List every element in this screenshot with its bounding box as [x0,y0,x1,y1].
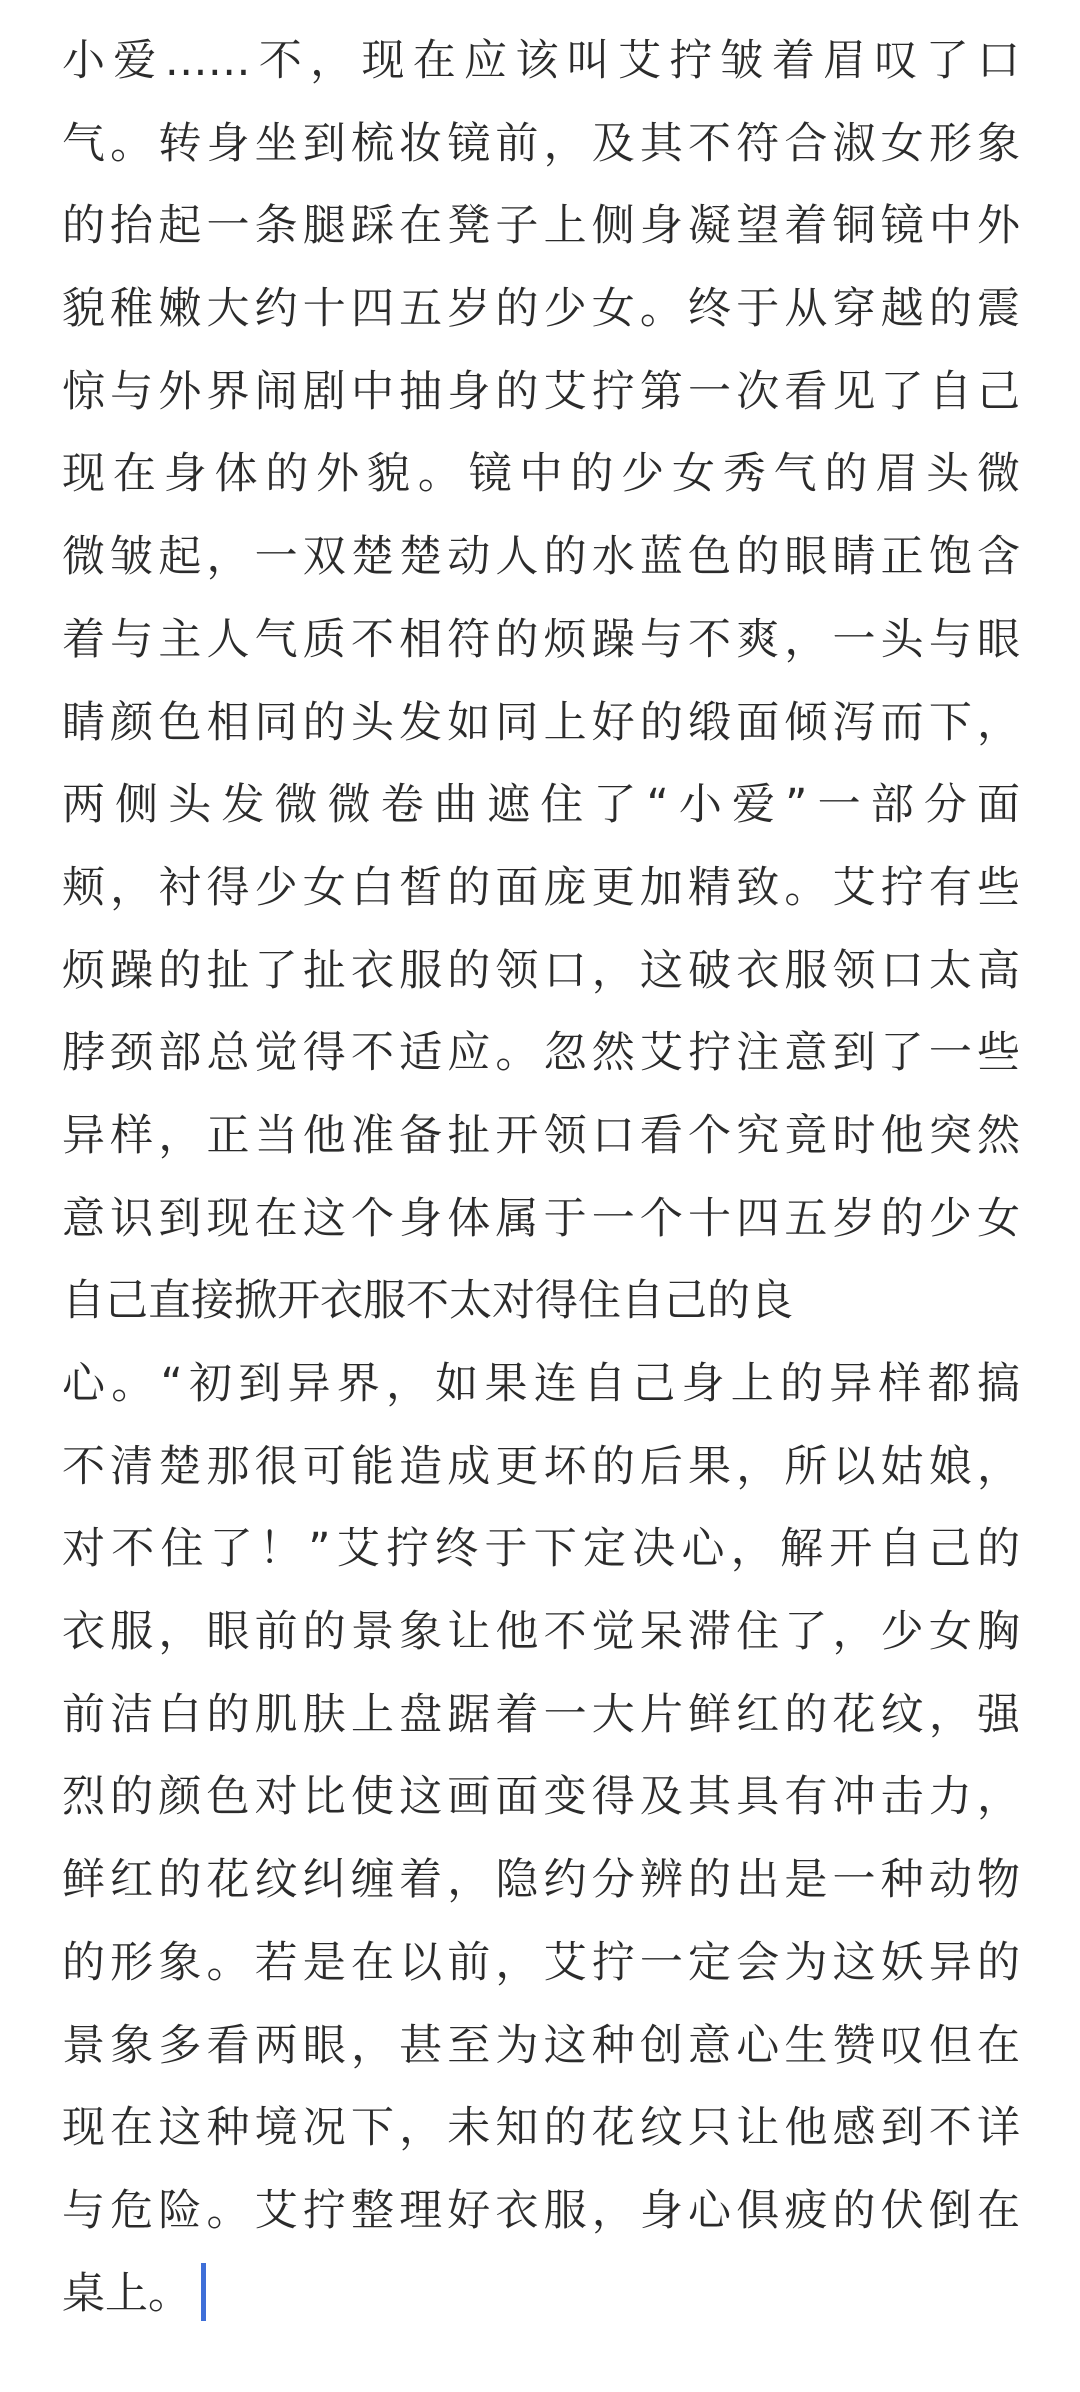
text-line: 不清楚那很可能造成更坏的后果，所以姑娘， [62,1441,1020,1492]
text-line: 两侧头发微微卷曲遮住了“小爱”一部分面 [62,780,1020,831]
text-line: 与危险。艾拧整理好衣服，身心俱疲的伏倒在 [62,2185,1020,2236]
text-line: 鲜红的花纹纠缠着，隐约分辨的出是一种动物 [62,1855,1020,1906]
text-line: 烦躁的扯了扯衣服的领口，这破衣服领口太高 [62,945,1020,996]
text-line: 气。转身坐到梳妆镜前，及其不符合淑女形象 [62,118,1020,169]
text-line: 小爱……不，现在应该叫艾拧皱着眉叹了口 [62,36,1020,86]
text-line: 现在身体的外貌。镜中的少女秀气的眉头微 [62,449,1020,500]
text-line: 的抬起一条腿踩在凳子上侧身凝望着铜镜中外 [62,201,1020,252]
text-cursor [201,2263,206,2321]
text-line: 脖颈部总觉得不适应。忽然艾拧注意到了一些 [62,1028,1020,1079]
text-line: 自己直接掀开衣服不太对得住自己的良 [62,1276,793,1327]
text-line: 对不住了！”艾拧终于下定决心，解开自己的 [62,1524,1020,1575]
text-line: 心。“初到异界，如果连自己身上的异样都搞 [62,1359,1020,1409]
text-line: 异样，正当他准备扯开领口看个究竟时他突然 [62,1110,1020,1161]
text-line: 睛颜色相同的头发如同上好的缎面倾泻而下， [62,697,1020,748]
text-line: 着与主人气质不相符的烦躁与不爽，一头与眼 [62,614,1020,665]
text-line: 景象多看两眼，甚至为这种创意心生赞叹但在 [62,2020,1020,2071]
text-line: 现在这种境况下，未知的花纹只让他感到不详 [62,2103,1020,2154]
text-line: 微皱起，一双楚楚动人的水蓝色的眼睛正饱含 [62,532,1020,583]
text-line: 意识到现在这个身体属于一个十四五岁的少女 [62,1193,1020,1244]
last-text-line [62,2253,1020,2336]
text-line: 貌稚嫩大约十四五岁的少女。终于从穿越的震 [62,284,1020,335]
text-line: 烈的颜色对比使这画面变得及其具有冲击力， [62,1772,1020,1823]
text-line: 前洁白的肌肤上盘踞着一大片鲜红的花纹，强 [62,1689,1020,1740]
text-line: 衣服，眼前的景象让他不觉呆滞住了，少女胸 [62,1607,1020,1658]
text-line: 惊与外界闹剧中抽身的艾拧第一次看见了自己 [62,366,1020,417]
document-text-area[interactable] [62,20,1020,2335]
text-line: 颊，衬得少女白皙的面庞更加精致。艾拧有些 [62,862,1020,913]
text-line-content: 桌上。 [62,2268,191,2319]
text-line: 的形象。若是在以前，艾拧一定会为这妖异的 [62,1937,1020,1988]
